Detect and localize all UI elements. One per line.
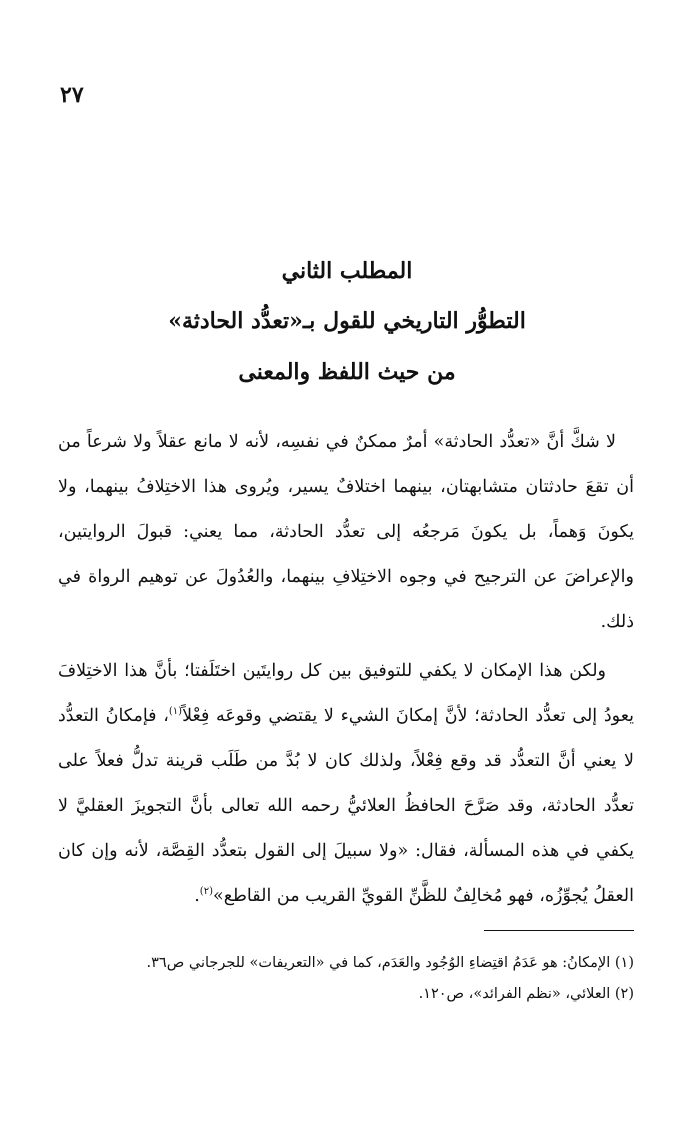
footnote-divider bbox=[484, 930, 634, 931]
footnotes bbox=[60, 948, 634, 1010]
paragraph-2 bbox=[58, 649, 634, 919]
page-number: ٢٧ bbox=[60, 82, 84, 108]
footnote-ref-1: (١) bbox=[168, 706, 183, 718]
footnote-2: (٢) العلائي، «نظم الفرائد»، ص١٢٠. bbox=[418, 986, 634, 1002]
paragraph-1: لا شكَّ أنَّ «تعدُّد الحادثة» أمرٌ ممكنٌ في نفسِه، لأنه لا مانع عقلاً ولا شرعاً من أن تقعَ حادثتان متشابهتان، بينهما اختلافٌ يسير، ويُروى هذا الاختِلافُ بينهما، ولا يكونَ وَهماً، بل يكونَ مَرجعُه إلى تعدُّد الحادثة، مما يعني: قبولَ الروايتين، والإعراضَ عن الترجيح في وجوه الاختِلافِ بينهما، والعُدُولَ عن توهيم الرواة في ذلك. bbox=[58, 432, 634, 632]
paragraph-2-part-2: ، فإمكانُ التعدُّد لا يعني أنَّ التعدُّد قد وقع فِعْلاً، ولذلك كان لا بُدَّ من طَلَب قرينة تدلُّ فعلاً على تعدُّد الحادثة، وقد صَرَّحَ الحافظُ العلائيُّ رحمه الله تعالى بأنَّ التجويزَ العقليَّ لا يكفي في هذه المسألة، فقال: «ولا سبيلَ إلى القول بتعدُّد القِصَّة، لأنه وإن كان العقلُ يُجوِّزُه، فهو مُخالِفٌ للظَّنِّ القويِّ القريب من القاطع» bbox=[58, 706, 634, 906]
section-title: المطلب الثاني bbox=[281, 258, 413, 284]
section-subtitle: التطوُّر التاريخي للقول بـ«تعدُّد الحادثة» bbox=[168, 308, 526, 334]
paragraph-2-part-1: ولكن هذا الإمكان لا يكفي للتوفيق بين كل روايتَين اختَلَفتا؛ بأنَّ هذا الاختِلافَ يعودُ إلى تعدُّد الحادثة؛ لأنَّ إمكانَ الشيء لا يقتضي وقوعَه فِعْلاً bbox=[58, 661, 635, 726]
footnote-1: (١) الإمكانُ: هو عَدَمُ اقتِضاءِ الوُجُود والعَدَم، كما في «التعريفات» للجرجاني ص٣٦. bbox=[146, 955, 634, 971]
section-subtitle-2: من حيث اللفظ والمعنى bbox=[238, 359, 456, 385]
paragraph-2-end: . bbox=[194, 886, 200, 906]
footnote-ref-2: (٢) bbox=[199, 886, 213, 898]
main-text bbox=[58, 420, 634, 919]
